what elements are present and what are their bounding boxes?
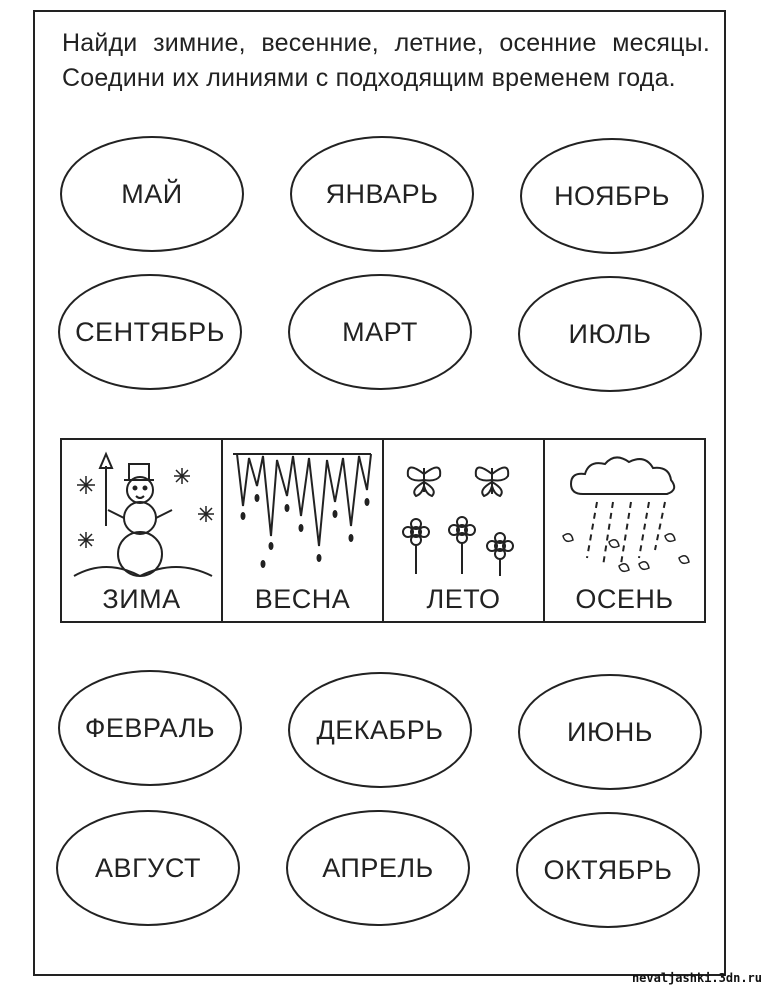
task-instruction: Найди зимние, весенние, летние, осенние месяцы. Соедини их линиями с подходящим временем года.	[62, 29, 710, 92]
month-oval-october[interactable]: ОКТЯБРЬ	[516, 812, 700, 928]
icicles-icon	[227, 446, 377, 581]
month-oval-june[interactable]: ИЮНЬ	[518, 674, 702, 790]
month-oval-september[interactable]: СЕНТЯБРЬ	[58, 274, 242, 390]
month-oval-may[interactable]: МАЙ	[60, 136, 244, 252]
butterflies-flowers-icon	[388, 446, 538, 581]
season-cell-spring[interactable]	[223, 440, 384, 621]
month-oval-january[interactable]: ЯНВАРЬ	[290, 136, 474, 252]
season-cell-winter[interactable]	[62, 440, 223, 621]
month-oval-august[interactable]: АВГУСТ	[56, 810, 240, 926]
season-label-summer: ЛЕТО	[426, 584, 501, 614]
season-label-winter: ЗИМА	[102, 584, 181, 614]
site-watermark: nevaljashki.3dn.ru	[631, 971, 762, 985]
month-oval-july[interactable]: ИЮЛЬ	[518, 276, 702, 392]
month-oval-november[interactable]: НОЯБРЬ	[520, 138, 704, 254]
month-oval-february[interactable]: ФЕВРАЛЬ	[58, 670, 242, 786]
season-label-autumn: ОСЕНЬ	[575, 584, 674, 614]
season-cell-summer[interactable]	[384, 440, 545, 621]
month-oval-april[interactable]: АПРЕЛЬ	[286, 810, 470, 926]
snowman-icon	[66, 446, 216, 581]
seasons-strip	[60, 438, 706, 623]
month-oval-december[interactable]: ДЕКАБРЬ	[288, 672, 472, 788]
season-label-spring: ВЕСНА	[254, 584, 351, 614]
season-cell-autumn[interactable]	[545, 440, 704, 621]
month-oval-march[interactable]: МАРТ	[288, 274, 472, 390]
rain-cloud-icon	[549, 446, 699, 581]
